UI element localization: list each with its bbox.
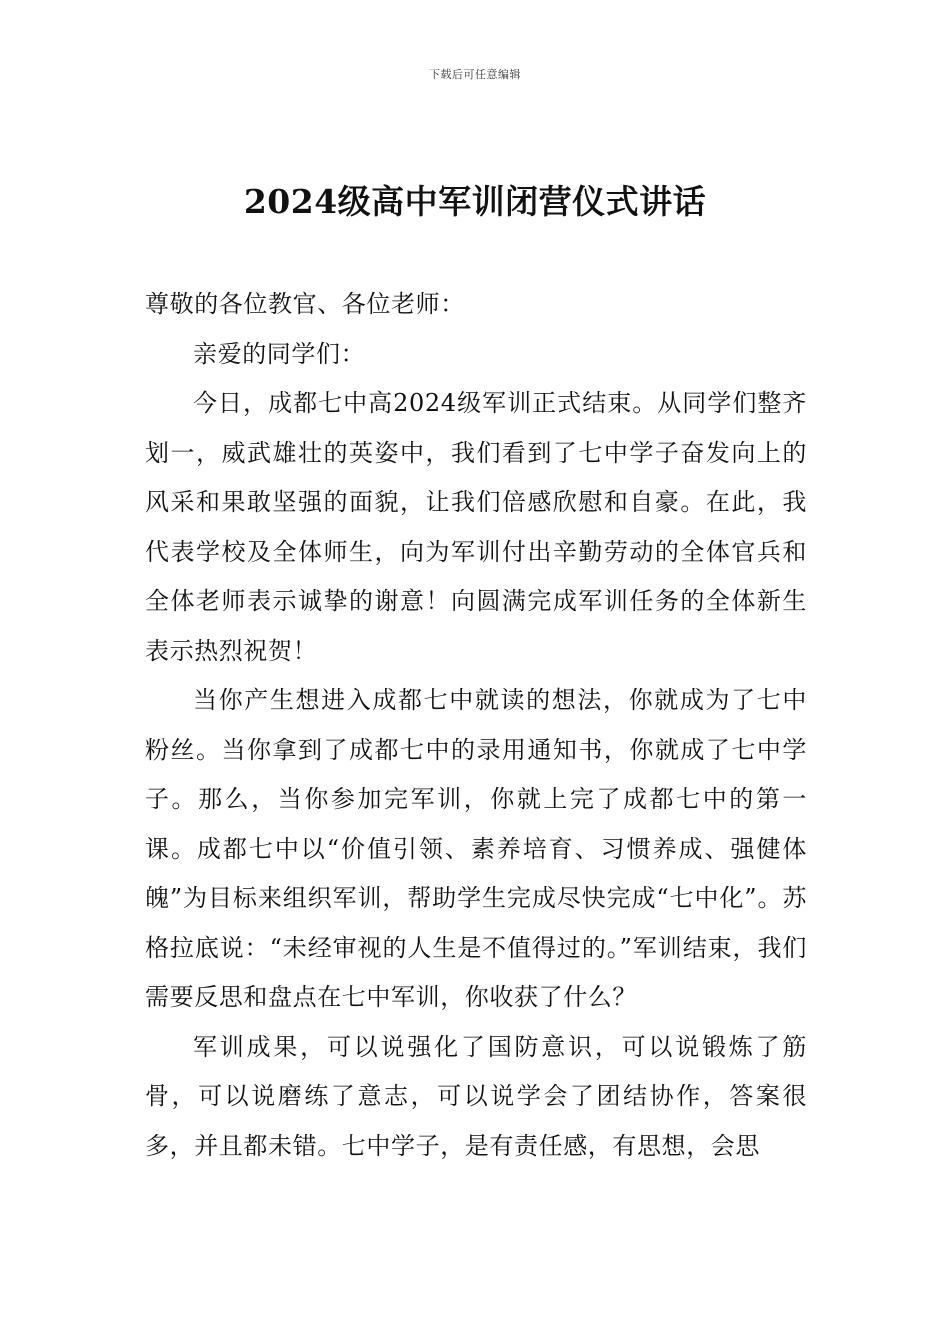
paragraph: 当你产生想进入成都七中就读的想法，你就成为了七中粉丝。当你拿到了成都七中的录用通知书，你就成了七中学子。那么，当你参加完军训，你就上完了成都七中的第一课。成都七中以“价值引领、素养培育、习惯养成、强健体魄”为目标来组织军训，帮助学生完成尽快完成“七中化”。苏格拉底说：“未经审视的人生是不值得过的。”军训结束，我们需要反思和盘点在七中军训，你收获了什么？ (145, 686, 807, 1011)
greeting: 亲爱的同学们： (193, 339, 366, 368)
page-header-note: 下载后可任意编辑 (429, 68, 521, 81)
document-title: 2024级高中军训闭营仪式讲话 (243, 182, 707, 221)
salutation: 尊敬的各位教官、各位老师： (145, 290, 465, 318)
paragraph: 今日，成都七中高2024级军训正式结束。从同学们整齐划一，威武雄壮的英姿中，我们看到了七中学子奋发向上的风采和果敢坚强的面貌，让我们倍感欣慰和自豪。在此，我代表学校及全体师生，向为军训付出辛勤劳动的全体官兵和全体老师表示诚挚的谢意！向圆满完成军训任务的全体新生表示热烈祝贺！ (145, 389, 807, 665)
document-body (145, 280, 807, 1171)
paragraph: 军训成果，可以说强化了国防意识，可以说锻炼了筋骨，可以说磨练了意志，可以说学会了团结协作，答案很多，并且都未错。七中学子，是有责任感，有思想，会思 (145, 1032, 807, 1160)
